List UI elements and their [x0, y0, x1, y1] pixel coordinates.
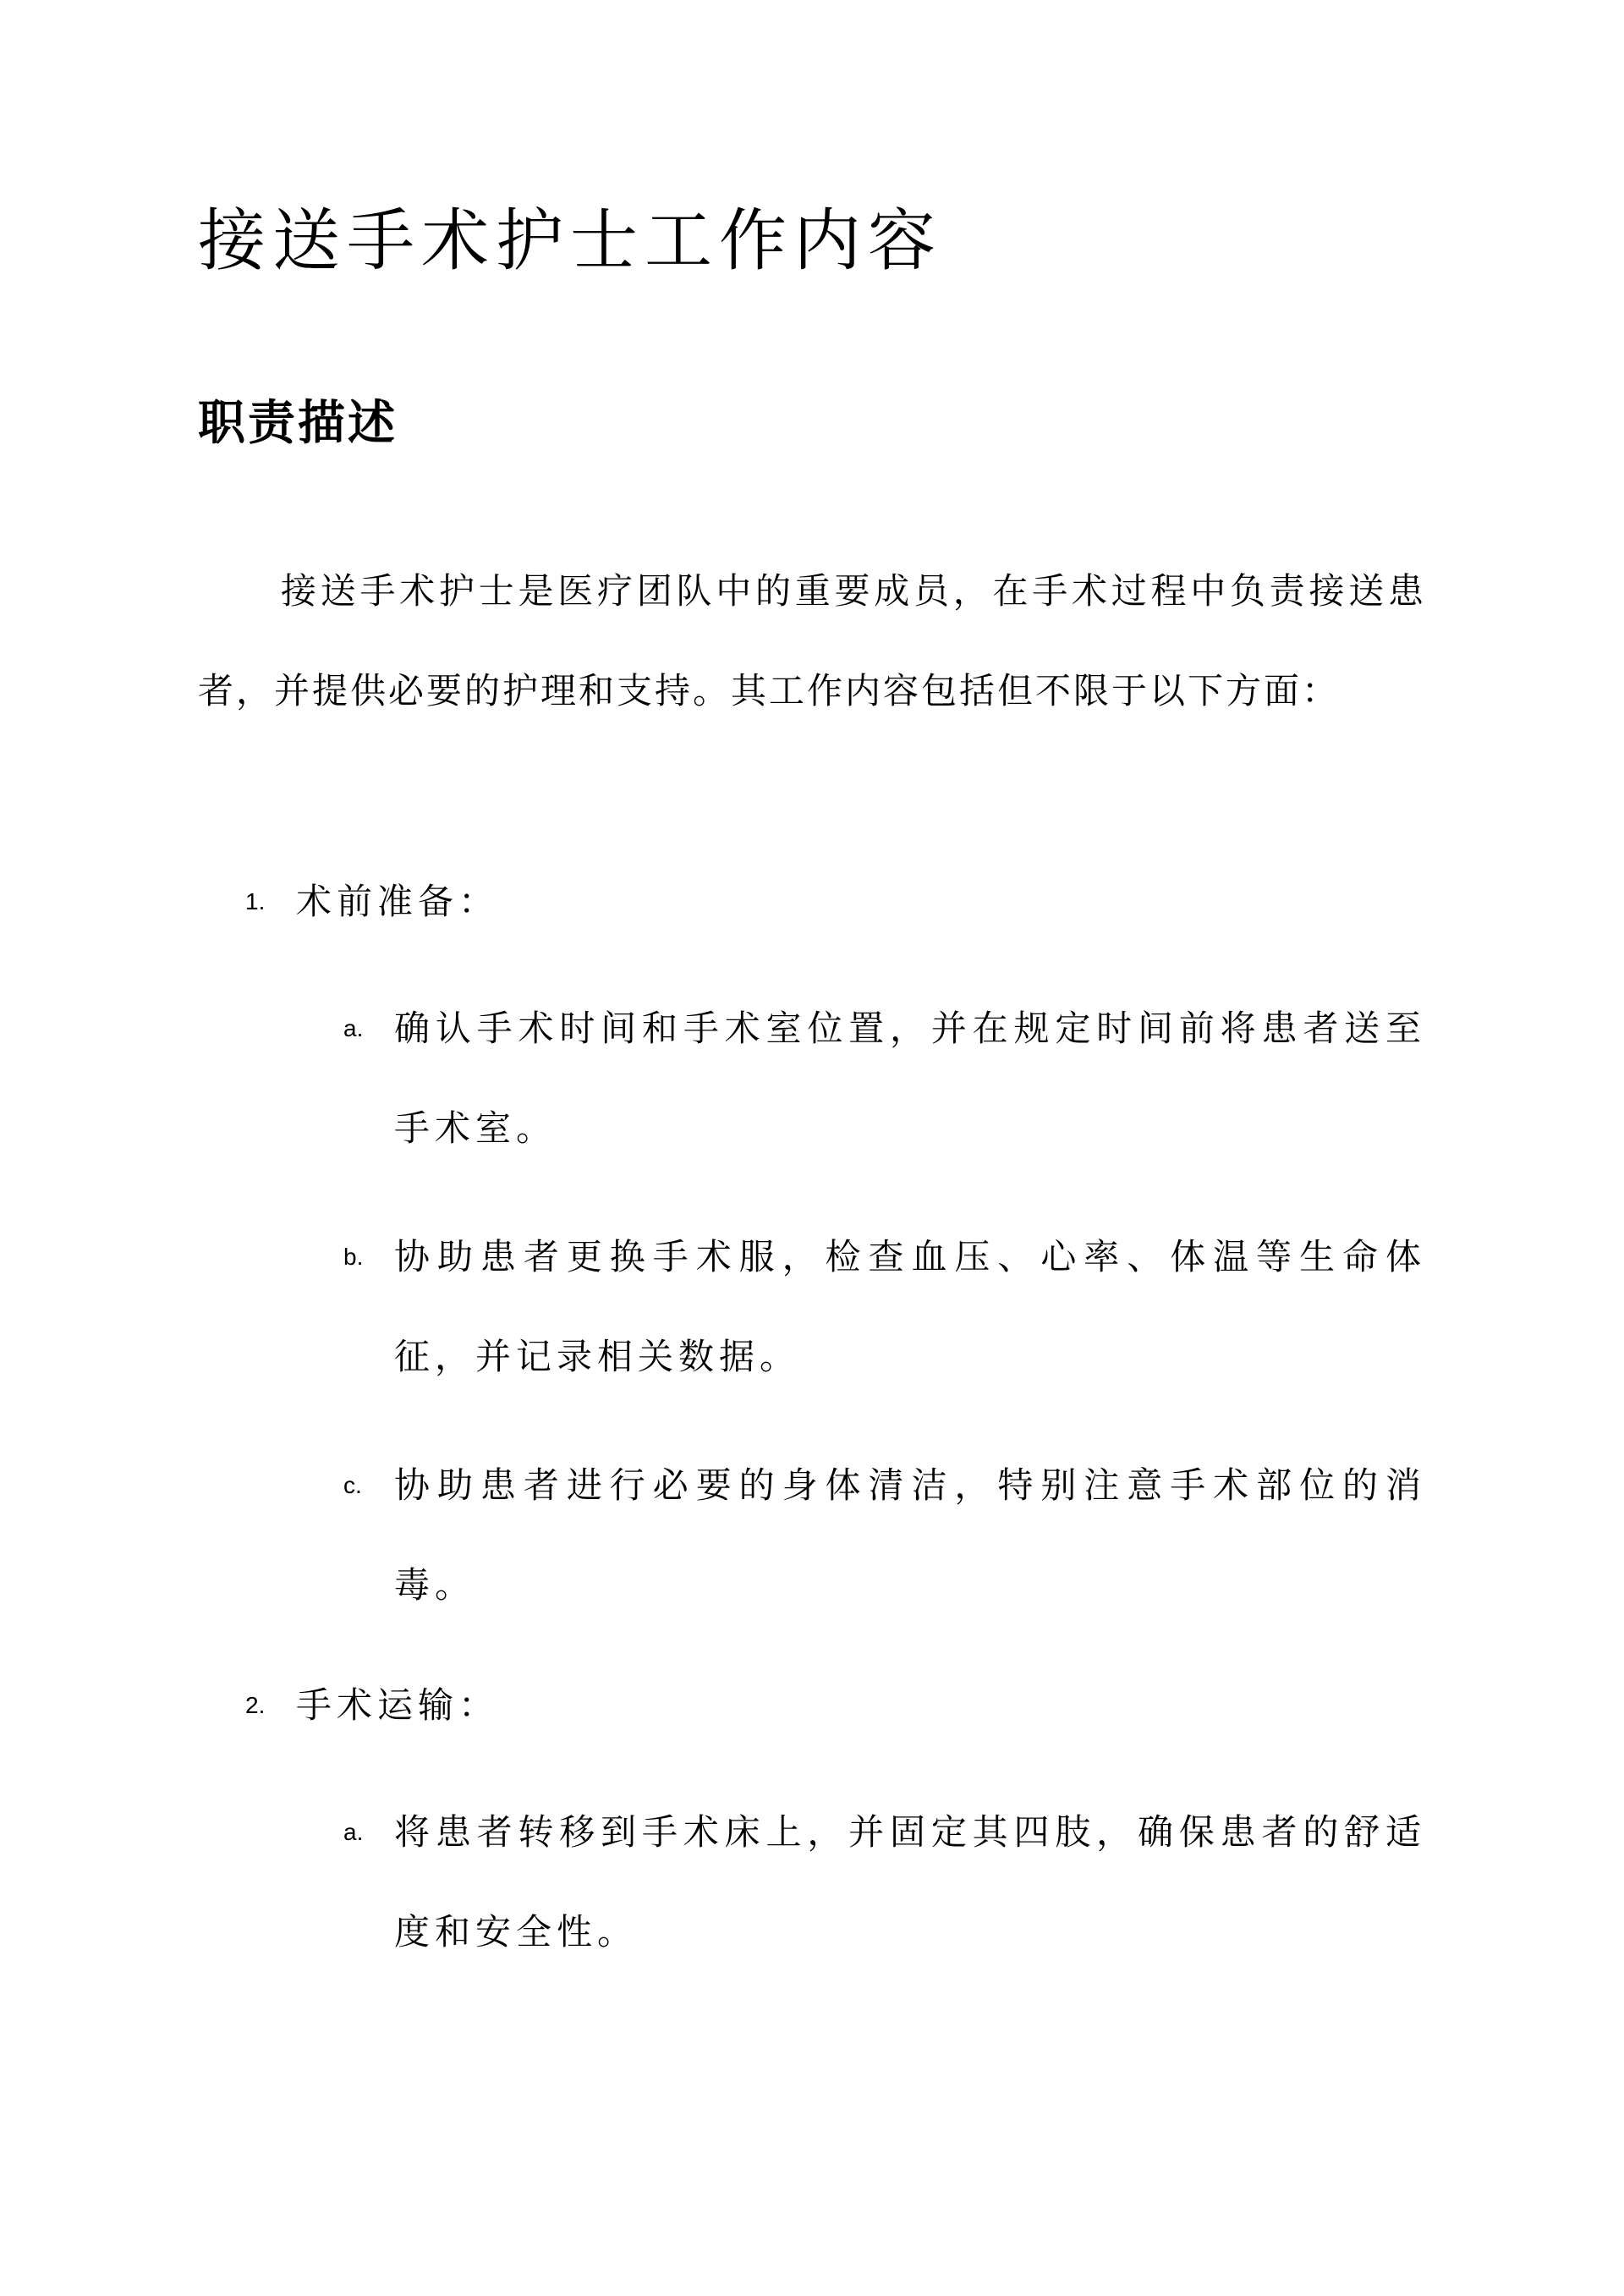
sub-item-text: 确认手术时间和手术室位置，并在规定时间前将患者送至手术室。: [394, 1008, 1426, 1149]
sub-item-text: 协助患者进行必要的身体清洁，特别注意手术部位的消毒。: [394, 1464, 1426, 1606]
list-item-title: 术前准备：: [296, 881, 500, 922]
sub-item-text: 将患者转移到手术床上，并固定其四肢，确保患者的舒适度和安全性。: [394, 1811, 1426, 1953]
section-heading: 职责描述: [198, 395, 398, 451]
list-number-marker: 2.: [245, 1692, 266, 1718]
sub-item-text: 协助患者更换手术服，检查血压、心率、体温等生命体征，并记录相关数据。: [394, 1236, 1426, 1377]
sub-item-marker: b.: [343, 1244, 364, 1270]
sub-item-marker: a.: [343, 1015, 364, 1041]
list-item-title: 手术运输：: [296, 1684, 500, 1726]
sub-item-marker: c.: [343, 1472, 362, 1498]
document-title: 接送手术护士工作内容: [198, 201, 942, 280]
intro-paragraph: 接送手术护士是医疗团队中的重要成员，在手术过程中负责接送患者，并提供必要的护理和支持。其工作内容包括但不限于以下方面：: [198, 570, 1426, 711]
list-number-marker: 1.: [245, 888, 266, 915]
sub-item-marker: a.: [343, 1819, 364, 1845]
